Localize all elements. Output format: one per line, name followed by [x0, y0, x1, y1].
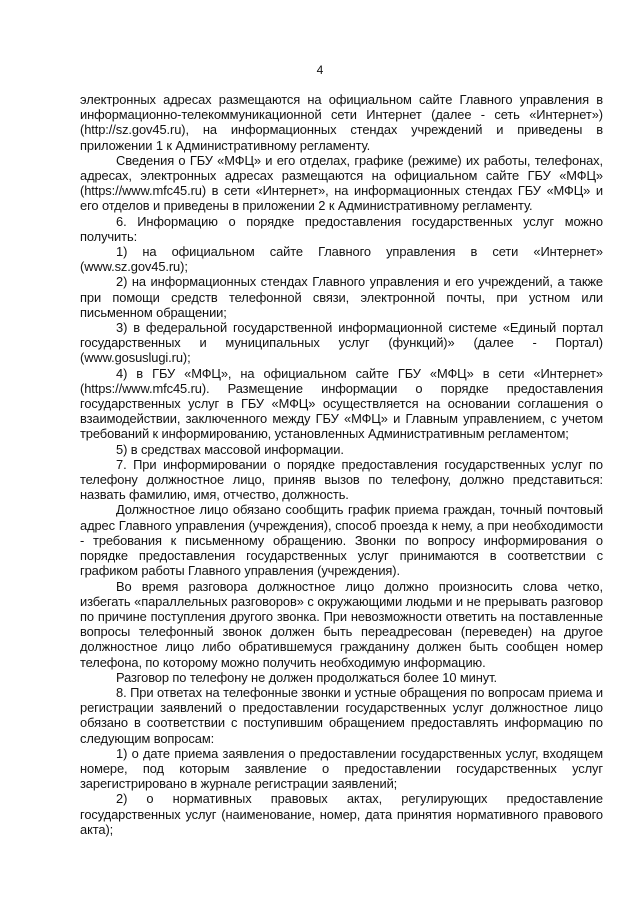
paragraph: 8. При ответах на телефонные звонки и устные обращения по вопросам приема и регистрации заявлений о предоставлении государственных услуг должностное лицо обязано в соответствии с поступившим обращением предоставлять информацию по следующим вопросам: — [80, 684, 603, 746]
document-body — [80, 92, 603, 837]
paragraph: электронных адресах размещаются на официальном сайте Главного управления в информационно-телекоммуникационной сети Интернет (далее - сеть «Интернет») (http://sz.gov45.ru), на информационных стендах учреждений и приведены в приложении 1 к Административному регламенту. — [80, 92, 603, 153]
list-item: 1) о дате приема заявления о предоставлении государственных услуг, входящем номере, под которым заявление о предоставлении государственных услуг зарегистрировано в журнале регистрации заявлений; — [80, 745, 603, 792]
list-item: 2) о нормативных правовых актах, регулирующих предоставление государственных услуг (наименование, номер, дата принятия нормативного правового акта); — [80, 791, 603, 837]
paragraph: 6. Информацию о порядке предоставления государственных услуг можно получить: — [80, 213, 603, 244]
page-number: 4 — [316, 63, 324, 77]
list-item: 2) на информационных стендах Главного управления и его учреждений, а также при помощи средств телефонной связи, электронной почты, при устном или письменном обращении; — [80, 274, 603, 320]
paragraph: Во время разговора должностное лицо должно произносить слова четко, избегать «параллельных разговоров» с окружающими людьми и не прерывать разговор по причине поступления другого звонка. При невозможности ответить на поставленные вопросы телефонный звонок должен быть переадресован (переведен) на другое должностное лицо либо обратившемуся гражданину должен быть сообщен номер телефона, по которому можно получить необходимую информацию. — [80, 578, 603, 670]
list-item: 4) в ГБУ «МФЦ», на официальном сайте ГБУ «МФЦ» в сети «Интернет» (https://www.mfc45.ru). Размещение информации о порядке предоставления государственных услуг в ГБУ «МФЦ» осуществляется на основании соглашения о взаимодействии, заключенного между ГБУ «МФЦ» и Главным управлением, с учетом требований к информированию, установленных Административным регламентом; — [80, 365, 603, 442]
paragraph: Сведения о ГБУ «МФЦ» и его отделах, графике (режиме) их работы, телефонах, адресах, электронных адресах размещаются на официальном сайте ГБУ «МФЦ» (https://www.mfc45.ru) в сети «Интернет», на информационных стендах ГБУ «МФЦ» и его отделов и приведены в приложении 2 к Административному регламенту. — [80, 152, 603, 214]
paragraph: Должностное лицо обязано сообщить график приема граждан, точный почтовый адрес Главного управления (учреждения), способ проезда к нему, а при необходимости - требования к письменному обращению. Звонки по вопросу информирования о порядке предоставления государственных услуг принимаются в соответствии с графиком работы Главного управления (учреждения). — [80, 502, 603, 579]
list-item: 3) в федеральной государственной информационной системе «Единый портал государственных и муниципальных услуг (функций)» (далее - Портал) (www.gosuslugi.ru); — [80, 320, 603, 366]
paragraph: Разговор по телефону не должен продолжаться более 10 минут. — [116, 669, 497, 685]
paragraph: 7. При информировании о порядке предоставления государственных услуг по телефону должностное лицо, приняв вызов по телефону, должно представиться: назвать фамилию, имя, отчество, должность. — [80, 456, 603, 503]
list-item: 5) в средствах массовой информации. — [116, 441, 344, 457]
list-item: 1) на официальном сайте Главного управления в сети «Интернет» (www.sz.gov45.ru); — [80, 244, 603, 275]
